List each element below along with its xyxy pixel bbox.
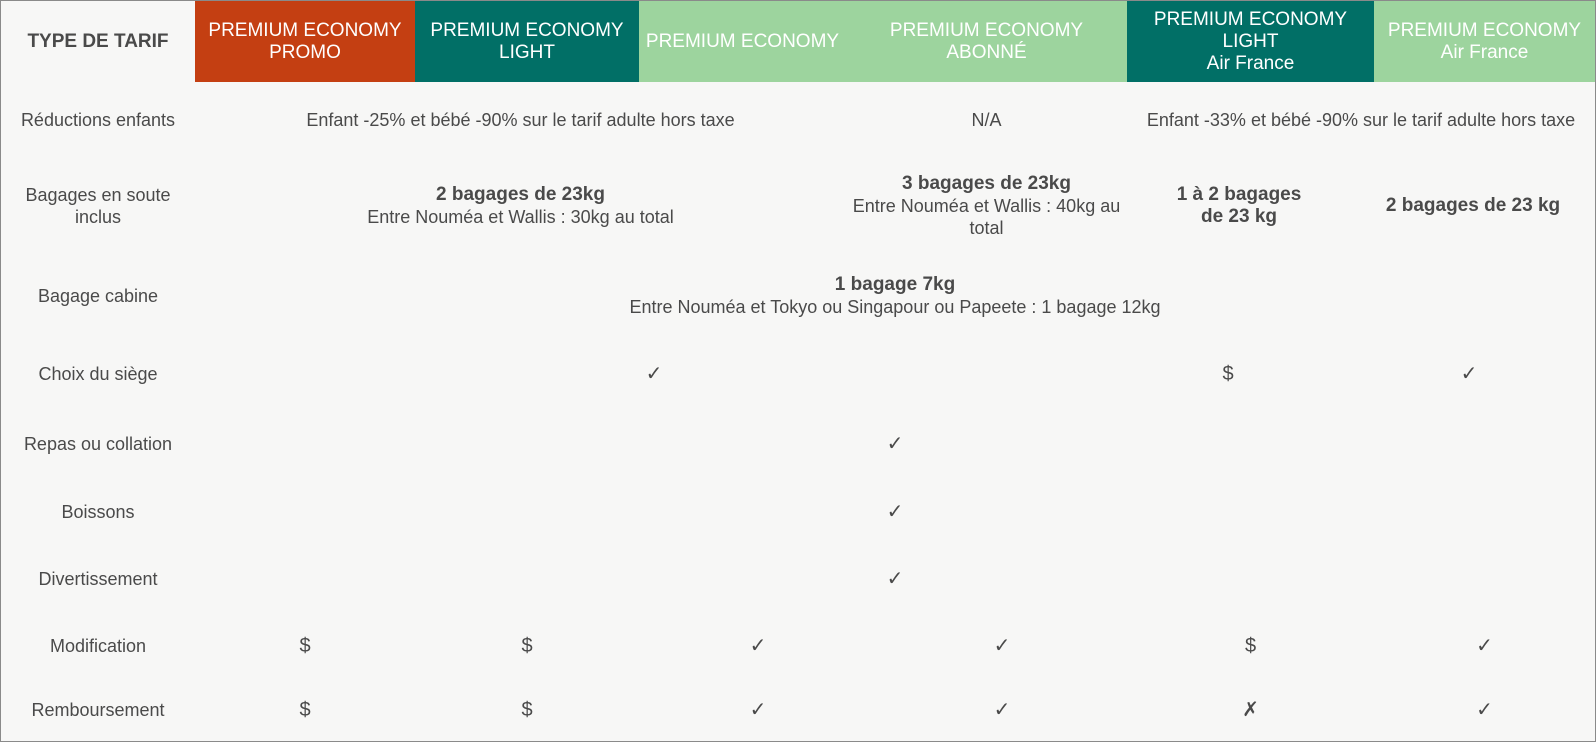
row-label-reductions-enfants: Réductions enfants — [0, 82, 196, 159]
remboursement-light: $ — [415, 679, 640, 742]
bagages-soute-light-air-france — [1127, 158, 1352, 254]
bagages-soute-main: 1 à 2 bagages de 23 kg — [1176, 183, 1302, 227]
header-line: PROMO — [269, 41, 341, 63]
header-line: Air France — [1440, 41, 1529, 63]
modification-light-air-france: $ — [1127, 613, 1375, 680]
row-label-choix-siege: Choix du siège — [0, 339, 196, 409]
header-premium-economy-light — [415, 0, 640, 83]
bagage-cabine-sub: Entre Nouméa et Tokyo ou Singapour ou Papeete : 1 bagage 12kg — [629, 297, 1161, 317]
bagages-soute-sub: Entre Nouméa et Wallis : 30kg au total — [367, 206, 674, 227]
boissons-check: ✓ — [195, 480, 1596, 545]
row-label-modification: Modification — [0, 613, 196, 680]
bagages-soute-main: 3 bagages de 23kg — [902, 172, 1071, 194]
siege-included-check: ✓ — [195, 339, 1114, 409]
header-line: PREMIUM ECONOMY — [889, 19, 1084, 41]
divertissement-check: ✓ — [195, 544, 1596, 614]
row-label-divertissement: Divertissement — [0, 544, 196, 614]
bagages-soute-abonne — [846, 158, 1128, 254]
remboursement-air-france: ✓ — [1374, 679, 1596, 742]
header-premium-economy-promo — [195, 0, 416, 83]
modification-abonne: ✓ — [877, 613, 1128, 680]
header-line: Air France — [1206, 52, 1295, 74]
header-line: PREMIUM ECONOMY — [1153, 8, 1348, 30]
row-label-boissons: Boissons — [0, 480, 196, 545]
row-label-remboursement: Remboursement — [0, 679, 196, 742]
siege-air-france-check: ✓ — [1343, 339, 1596, 409]
remboursement-promo: $ — [195, 679, 416, 742]
modification-standard: ✓ — [639, 613, 878, 680]
header-line: PREMIUM ECONOMY — [645, 30, 840, 52]
modification-air-france: ✓ — [1374, 613, 1596, 680]
header-type-de-tarif: TYPE DE TARIF — [0, 0, 196, 83]
row-label-bagages-soute: Bagages en soute inclus — [0, 158, 196, 254]
siege-paid: $ — [1113, 339, 1344, 409]
row-label-repas: Repas ou collation — [0, 408, 196, 481]
reductions-air-france: Enfant -33% et bébé -90% sur le tarif adulte hors taxe — [1127, 82, 1596, 159]
bagages-soute-main: 2 bagages de 23kg — [436, 183, 605, 205]
row-label-bagage-cabine: Bagage cabine — [0, 253, 196, 340]
header-line: LIGHT — [499, 41, 555, 63]
header-line: PREMIUM ECONOMY — [1387, 19, 1582, 41]
header-line: LIGHT — [1222, 30, 1279, 52]
header-premium-economy — [639, 0, 847, 83]
header-premium-economy-air-france — [1374, 0, 1596, 83]
repas-check: ✓ — [195, 408, 1596, 481]
modification-light: $ — [415, 613, 640, 680]
header-line: ABONNÉ — [946, 41, 1027, 63]
remboursement-light-air-france: ✗ — [1127, 679, 1375, 742]
remboursement-standard: ✓ — [639, 679, 878, 742]
bagages-soute-promo-light-standard — [195, 158, 847, 254]
header-premium-economy-abonne — [846, 0, 1128, 83]
header-premium-economy-light-air-france — [1127, 0, 1375, 83]
remboursement-abonne: ✓ — [877, 679, 1128, 742]
reductions-promo-light-standard: Enfant -25% et bébé -90% sur le tarif adulte hors taxe — [195, 82, 847, 159]
bagage-cabine-all — [195, 253, 1596, 340]
bagages-soute-air-france — [1351, 158, 1596, 254]
bagages-soute-sub: Entre Nouméa et Wallis : 40kg au total — [852, 195, 1121, 238]
bagage-cabine-main: 1 bagage 7kg — [834, 274, 956, 295]
header-line: PREMIUM ECONOMY — [208, 19, 402, 41]
reductions-abonne: N/A — [846, 82, 1128, 159]
modification-promo: $ — [195, 613, 416, 680]
header-line: PREMIUM ECONOMY — [430, 19, 624, 41]
bagages-soute-main: 2 bagages de 23 kg — [1385, 194, 1561, 216]
